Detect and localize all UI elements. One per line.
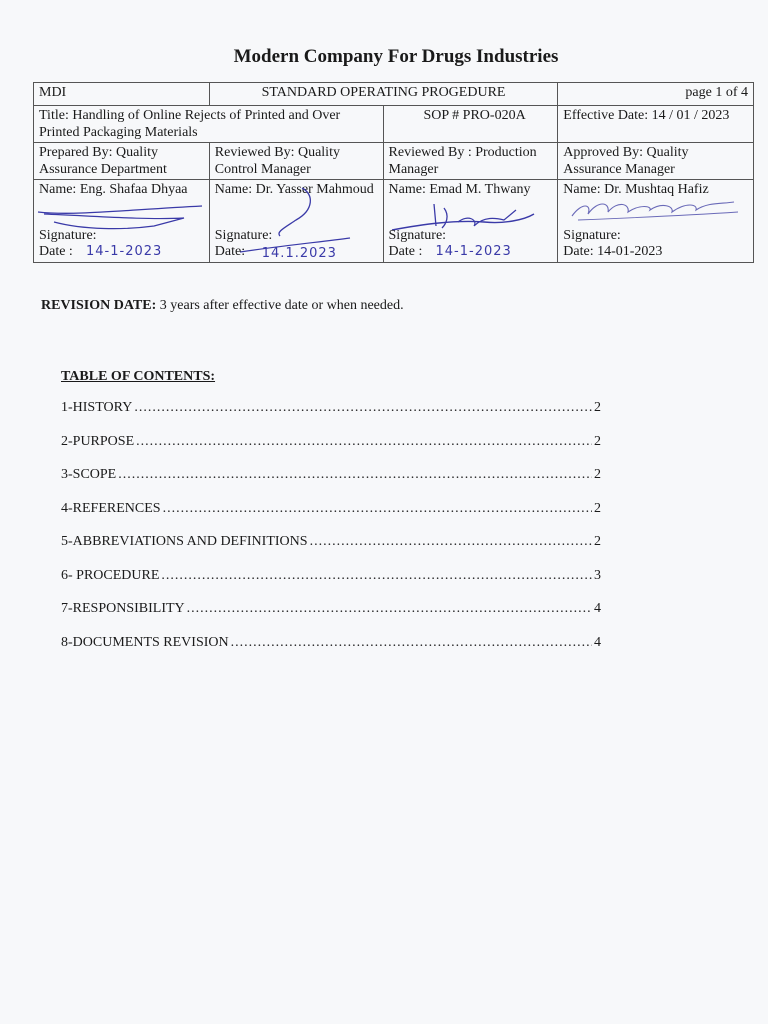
toc-item-page: 2: [594, 500, 601, 516]
toc-item-label: 8-DOCUMENTS REVISION: [61, 634, 229, 650]
toc-item: [61, 568, 601, 602]
sop-number-cell: SOP # PRO-020A: [383, 106, 558, 143]
toc-item-page: 4: [594, 601, 601, 616]
title-cell: Title: Handling of Online Rejects of Printed and Over Printed Packaging Materials: [34, 106, 384, 143]
signature-cell-qc: [209, 180, 383, 263]
revision-date-text: 3 years after effective date or when needed.: [159, 298, 404, 313]
signature-cell-production: [383, 180, 558, 263]
toc-leader-dots: [187, 601, 592, 617]
toc-item-page: 4: [594, 634, 601, 650]
toc-leader-dots: [163, 501, 592, 517]
doc-type-cell: STANDARD OPERATING PROGEDURE: [209, 83, 558, 106]
effective-date-cell: Effective Date: 14 / 01 / 2023: [558, 106, 754, 143]
toc-leader-dots: [136, 434, 592, 450]
preparer-date: 14-1-2023: [86, 244, 163, 259]
production-date-label: Date :: [388, 244, 423, 259]
toc-item: [61, 467, 601, 501]
toc-leader-dots: [118, 467, 592, 483]
toc-item: [61, 601, 601, 635]
signature-cell-prepared: [34, 180, 210, 263]
toc-leader-dots: [231, 635, 592, 651]
toc-leader-dots: [134, 400, 592, 416]
reviewed-by-production-cell: Reviewed By : Production Manager: [383, 143, 558, 180]
qc-signature-label: Signature:: [214, 228, 273, 243]
toc-leader-dots: [161, 568, 592, 584]
approver-date: Date: 14-01-2023: [563, 244, 663, 259]
toc-item: [61, 534, 601, 568]
toc-title: TABLE OF CONTENTS:: [61, 369, 216, 384]
toc-item-label: 7-RESPONSIBILITY: [61, 601, 185, 616]
toc-item: [61, 400, 601, 434]
toc-item-label: 5-ABBREVIATIONS AND DEFINITIONS: [61, 534, 308, 549]
production-signature-label: Signature:: [388, 228, 447, 243]
revision-date: [41, 298, 404, 314]
approver-signature-label: Signature:: [563, 228, 621, 243]
toc-item-label: 6- PROCEDURE: [61, 567, 160, 583]
org-cell: MDI: [34, 83, 210, 106]
qc-date: 14.1.2023: [261, 246, 337, 261]
production-reviewer-name: Name: Emad M. Thwany: [388, 182, 531, 197]
preparer-signature-label: Signature:: [39, 228, 97, 243]
production-date: 14-1-2023: [435, 244, 512, 259]
prepared-by-cell: Prepared By: Quality Assurance Department: [34, 143, 210, 180]
toc-item-label: 4-REFERENCES: [61, 500, 161, 516]
toc-item: [61, 501, 601, 535]
toc-item-label: 2-PURPOSE: [61, 433, 135, 449]
reviewed-by-qc-cell: Reviewed By: Quality Control Manager: [209, 143, 383, 180]
toc-item-page: 2: [594, 467, 601, 482]
table-of-contents: [61, 400, 601, 668]
toc-item-label: 1-HISTORY: [61, 400, 133, 415]
toc-item-page: 2: [594, 433, 601, 449]
revision-date-label: REVISION DATE:: [41, 298, 157, 313]
toc-item-page: 2: [594, 400, 601, 415]
toc-item: [61, 434, 601, 468]
signature-cell-approved: [558, 180, 754, 263]
sop-header-table: [33, 82, 754, 263]
approved-by-cell: Approved By: Quality Assurance Manager: [558, 143, 754, 180]
toc-item-page: 3: [594, 567, 601, 583]
toc-item-label: 3-SCOPE: [61, 467, 117, 482]
qc-date-label: Date:: [214, 244, 246, 259]
preparer-name: Name: Eng. Shafaa Dhyaa: [39, 182, 188, 197]
qc-reviewer-name: Name: Dr. Yasser Mahmoud: [214, 182, 374, 197]
page-number-cell: page 1 of 4: [558, 83, 754, 106]
toc-item: [61, 635, 601, 669]
preparer-date-label: Date :: [39, 244, 73, 259]
toc-item-page: 2: [594, 534, 601, 549]
toc-leader-dots: [310, 534, 592, 550]
company-name: Modern Company For Drugs Industries: [233, 46, 559, 67]
approver-name: Name: Dr. Mushtaq Hafiz: [563, 182, 709, 197]
